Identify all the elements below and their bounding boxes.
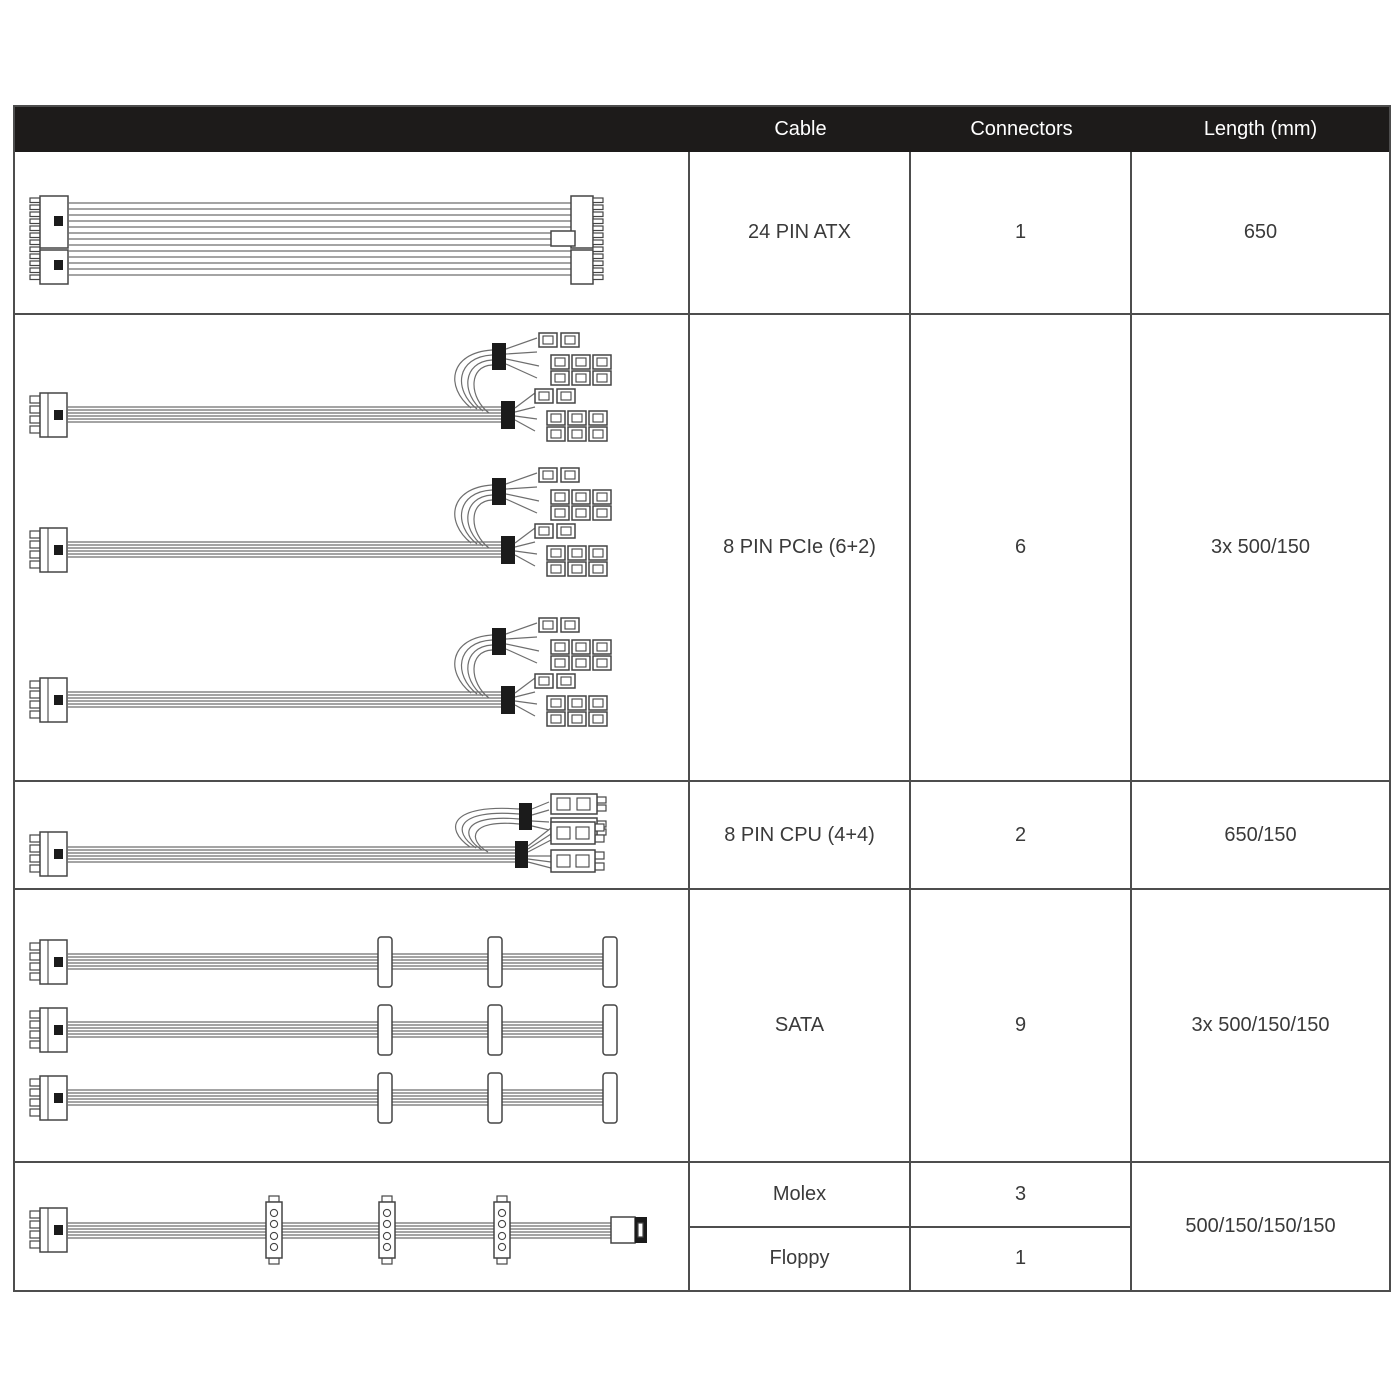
cable-name-cpu: 8 PIN CPU (4+4) bbox=[724, 823, 875, 846]
cable-name-cell bbox=[690, 315, 911, 782]
sata-cable-illustration bbox=[15, 890, 690, 1161]
cable-name-cell bbox=[690, 152, 911, 315]
cable-name-split-cell bbox=[690, 1163, 911, 1290]
cable-name-floppy-sub-row bbox=[690, 1228, 909, 1291]
connectors-count-pcie: 6 bbox=[1014, 536, 1027, 558]
length-cpu: 650/150 bbox=[1224, 823, 1297, 846]
length-pcie: 3x 500/150 bbox=[1211, 536, 1310, 558]
connectors-cell bbox=[911, 315, 1132, 782]
connectors-cell bbox=[911, 152, 1132, 315]
header-cell-cable: Cable bbox=[774, 118, 827, 140]
connectors-molex-sub-row bbox=[911, 1163, 1130, 1228]
psu-cable-spec-table bbox=[13, 105, 1391, 1292]
connectors-count-cpu: 2 bbox=[1014, 823, 1027, 846]
length-cell bbox=[1132, 152, 1389, 315]
connectors-cell bbox=[911, 782, 1132, 890]
8-pin-pcie-6plus2-cable-illustration bbox=[15, 315, 690, 780]
table-header-row bbox=[15, 107, 1389, 152]
cable-name-cell bbox=[690, 890, 911, 1163]
connectors-count-atx: 1 bbox=[1014, 221, 1027, 243]
connectors-split-cell bbox=[911, 1163, 1132, 1290]
connectors-floppy-sub-row bbox=[911, 1228, 1130, 1291]
24-pin-atx-cable-illustration bbox=[15, 152, 690, 313]
connectors-cell bbox=[911, 890, 1132, 1163]
illustration-cell-sata bbox=[15, 890, 690, 1163]
length-cell bbox=[1132, 315, 1389, 782]
illustration-cell-pcie bbox=[15, 315, 690, 782]
cable-name-cell bbox=[690, 782, 911, 890]
illustration-cell-atx bbox=[15, 152, 690, 315]
length-molex-floppy: 500/150/150/150 bbox=[1185, 1215, 1336, 1237]
8-pin-cpu-4plus4-cable-illustration bbox=[15, 782, 690, 888]
length-atx: 650 bbox=[1243, 221, 1278, 243]
length-cell bbox=[1132, 1163, 1389, 1290]
cable-name-pcie: 8 PIN PCIe (6+2) bbox=[723, 536, 876, 558]
cable-name-molex-sub-row bbox=[690, 1163, 909, 1228]
cable-name-sata: SATA bbox=[774, 1014, 825, 1036]
connectors-count-sata: 9 bbox=[1014, 1014, 1027, 1036]
molex-floppy-cable-illustration bbox=[15, 1163, 690, 1288]
connectors-count-molex: 3 bbox=[1014, 1182, 1027, 1205]
header-cell-length: Length (mm) bbox=[1203, 118, 1318, 140]
length-cell bbox=[1132, 782, 1389, 890]
length-cell bbox=[1132, 890, 1389, 1163]
cable-name-molex: Molex bbox=[772, 1182, 827, 1205]
length-sata: 3x 500/150/150 bbox=[1191, 1014, 1330, 1036]
connectors-count-floppy: 1 bbox=[1014, 1247, 1027, 1270]
cable-name-floppy: Floppy bbox=[769, 1247, 830, 1270]
cable-name-atx: 24 PIN ATX bbox=[747, 221, 851, 243]
illustration-cell-molex bbox=[15, 1163, 690, 1290]
header-cell-connectors: Connectors bbox=[970, 118, 1073, 140]
illustration-cell-cpu bbox=[15, 782, 690, 890]
